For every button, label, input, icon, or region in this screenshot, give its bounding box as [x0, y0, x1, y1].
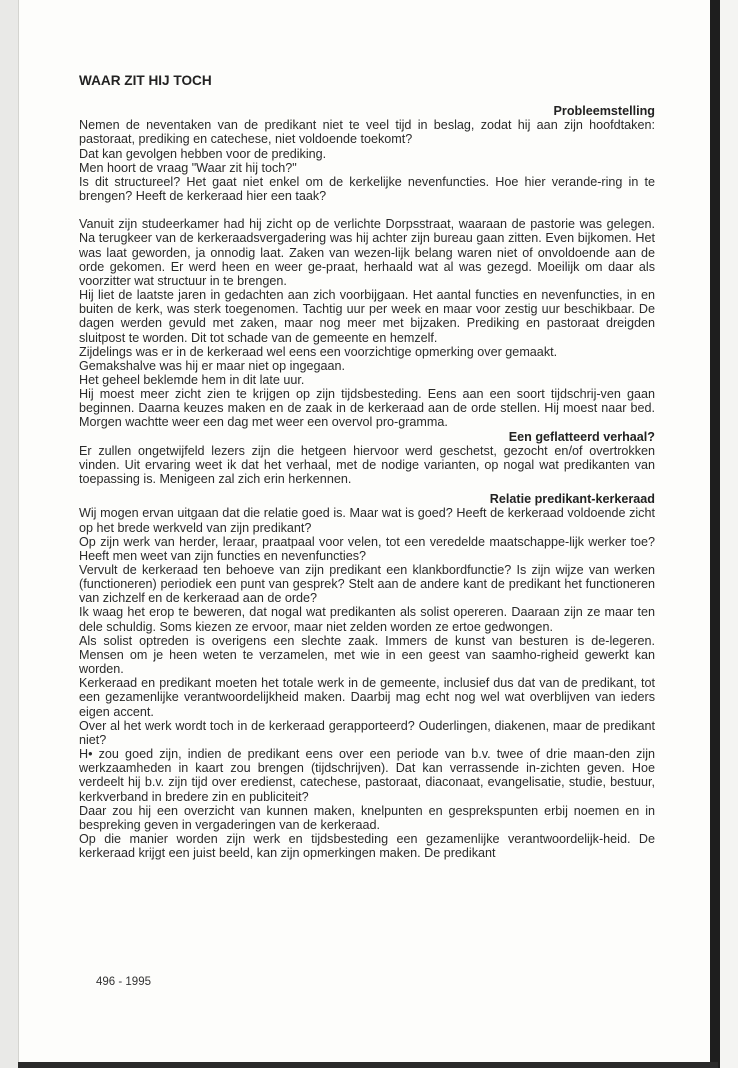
- paragraph: Men hoort de vraag "Waar zit hij toch?": [79, 160, 297, 175]
- paragraph: Is dit structureel? Het gaat niet enkel om de kerkelijke nevenfuncties. Hoe hier verande-ring in te brengen? Heeft de kerkeraad hier een taak?: [79, 174, 655, 204]
- paragraph: Het geheel beklemde hem in dit late uur.: [79, 372, 305, 387]
- paragraph: Hij liet de laatste jaren in gedachten aan zich voorbijgaan. Het aantal functies en nevenfuncties, in en buiten de kerk, was sterk toegenomen. Tachtig uur per week en maar voor zestig uur beschikbaar. De dagen werden gevuld met zaken, maar nog meer met bijzaken. Prediking en pastoraat dreigden sluitpost te worden. Dit tot schade van de gemeente en hemzelf.: [79, 288, 655, 345]
- paragraph: Vanuit zijn studeerkamer had hij zicht op de verlichte Dorpsstraat, waaraan de pastorie was gelegen. Na terugkeer van de kerkeraadsvergadering was hij achter zijn bureau gaan zitten. Even bijkomen. Het was laat geworden, ja onnodig laat. Zaken van wezen-lijk belang waren niet of onvoldoende aan de orde gekomen. Er werd heen en weer ge-praat, herhaald wat al was gezegd. Moeilijk om daar als voorzitter wat structuur in te brengen.: [79, 217, 655, 288]
- page-bottom-edge: [18, 1062, 718, 1068]
- paragraph: Hij moest meer zicht zien te krijgen op zijn tijdsbesteding. Eens aan een soort tijdschrij-ven gaan beginnen. Daarna keuzes maken en de zaak in de kerkeraad aan de orde stellen. Hij moest naar bed. Morgen wachtte weer een dag met weer een overvol pro-gramma.: [79, 387, 655, 430]
- page-edge: [710, 0, 738, 1068]
- paragraph: Kerkeraad en predikant moeten het totale werk in de gemeente, inclusief dus dat van de predikant, tot een gezamenlijke verantwoordelijkheid maken. Daarbij mag echt nog wel wat overblijven van ieders eigen accent.: [79, 676, 655, 719]
- paragraph: Wij mogen ervan uitgaan dat die relatie goed is. Maar wat is goed? Heeft de kerkeraad voldoende zicht op het brede werkveld van zijn predikant?: [79, 506, 655, 535]
- paragraph: Vervult de kerkeraad ten behoeve van zijn predikant een klankbordfunctie? Is zijn wijze van werken (functioneren) periodiek een punt van gesprek? Stelt aan de andere kant de predikant het functioneren van zichzelf en de kerkeraad aan de orde?: [79, 563, 655, 606]
- paragraph: Nemen de neventaken van de predikant niet te veel tijd in beslag, zodat hij aan zijn hoofdtaken: pastoraat, prediking en catechese, niet voldoende toekomt?: [79, 118, 655, 147]
- article-body: [79, 74, 655, 860]
- spacer: [79, 203, 655, 217]
- article-title: WAAR ZIT HIJ TOCH: [79, 73, 212, 88]
- paragraph: Op die manier worden zijn werk en tijdsbesteding een gezamenlijke verantwoordelijk-heid. De kerkeraad krijgt een juist beeld, kan zijn opmerkingen maken. De predikant: [79, 831, 655, 861]
- page-footer: 496 - 1995: [96, 976, 151, 988]
- paragraph: H• zou goed zijn, indien de predikant eens over een periode van b.v. twee of drie maan-den zijn werkzaamheden in kaart zou brengen (tijdschrijven). Dat kan verrassende in-zichten geven. Hoe verdeelt hij b.v. zijn tijd over eredienst, catechese, pastoraat, diaconaat, evangelisatie, studie, bestuur, kerkverband in bredere zin en publiciteit?: [79, 747, 655, 804]
- paragraph: Er zullen ongetwijfeld lezers zijn die hetgeen hiervoor werd geschetst, gezocht en/of overtrokken vinden. Uit ervaring weet ik dat het verhaal, met de nodige varianten, op nogal wat predikanten van toepassing is. Menigeen zal zich erin herkennen.: [79, 443, 655, 487]
- paragraph: Dat kan gevolgen hebben voor de prediking.: [79, 146, 327, 161]
- section-heading-relatie-predikant-kerkeraad: Relatie predikant-kerkeraad: [489, 492, 655, 507]
- section-heading-geflatteerd-verhaal: Een geflatteerd verhaal?: [508, 429, 655, 444]
- paragraph: Zijdelings was er in de kerkeraad wel eens een voorzichtige opmerking over gemaakt.: [79, 344, 558, 359]
- paragraph: Ik waag het erop te beweren, dat nogal wat predikanten als solist opereren. Daaraan zijn ze maar ten dele schuldig. Soms kiezen ze ervoor, maar niet zelden worden ze ertoe gedwongen.: [79, 605, 655, 634]
- section-heading-probleemstelling: Probleemstelling: [553, 104, 655, 119]
- paragraph: Als solist optreden is overigens een slechte zaak. Immers de kunst van besturen is de-legeren. Mensen om je heen weten te verzamelen, met wie in een geest van saamho-righeid gewerkt kan worden.: [79, 633, 655, 677]
- paragraph: Op zijn werk van herder, leraar, praatpaal voor velen, tot een veredelde maatschappe-lijk werker toe? Heeft men weet van zijn functies en nevenfuncties?: [79, 534, 655, 563]
- paragraph: Daar zou hij een overzicht van kunnen maken, knelpunten en gesprekspunten erbij noemen en in bespreking geven in vergaderingen van de kerkeraad.: [79, 803, 655, 832]
- paragraph: Gemakshalve was hij er maar niet op ingegaan.: [79, 358, 346, 373]
- paragraph: Over al het werk wordt toch in de kerkeraad gerapporteerd? Ouderlingen, diakenen, maar de predikant niet?: [79, 718, 655, 747]
